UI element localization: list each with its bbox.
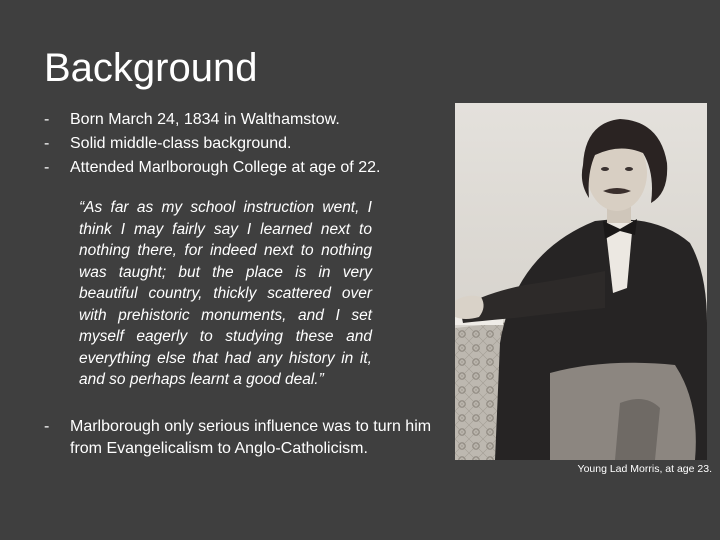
- portrait-illustration: [455, 103, 707, 460]
- bullet-marker: -: [44, 418, 50, 435]
- bullet-list-final: [44, 416, 454, 460]
- bullet-text: Attended Marlborough College at age of 22.: [70, 159, 381, 176]
- portrait-photo: [455, 103, 707, 460]
- bullet-text: Born March 24, 1834 in Walthamstow.: [70, 111, 340, 128]
- slide-title: Background: [44, 46, 258, 90]
- bullet-text: Solid middle-class background.: [70, 135, 292, 152]
- bullet-item: [44, 156, 444, 180]
- bullet-list: [44, 108, 444, 180]
- bullet-marker: -: [44, 135, 50, 152]
- photo-caption: Young Lad Morris, at age 23.: [577, 463, 712, 475]
- bullet-text: Marlborough only serious influence was to turn him from Evangelicalism to Anglo-Catholicism.: [70, 418, 432, 457]
- bullet-marker: -: [44, 111, 50, 128]
- bullet-item: [44, 108, 444, 132]
- bullet-item: [44, 132, 444, 156]
- bullet-item: [44, 416, 454, 460]
- quote-text: “As far as my school instruction went, I think I may fairly say I learned next to nothing there, for indeed next to nothing was taught; but the place is in very beautiful country, thickly scattered over with prehistoric monuments, and I set myself eagerly to studying these and everything else that had any history in it, and so perhaps learnt a good deal.”: [79, 199, 372, 388]
- bullet-marker: -: [44, 159, 50, 176]
